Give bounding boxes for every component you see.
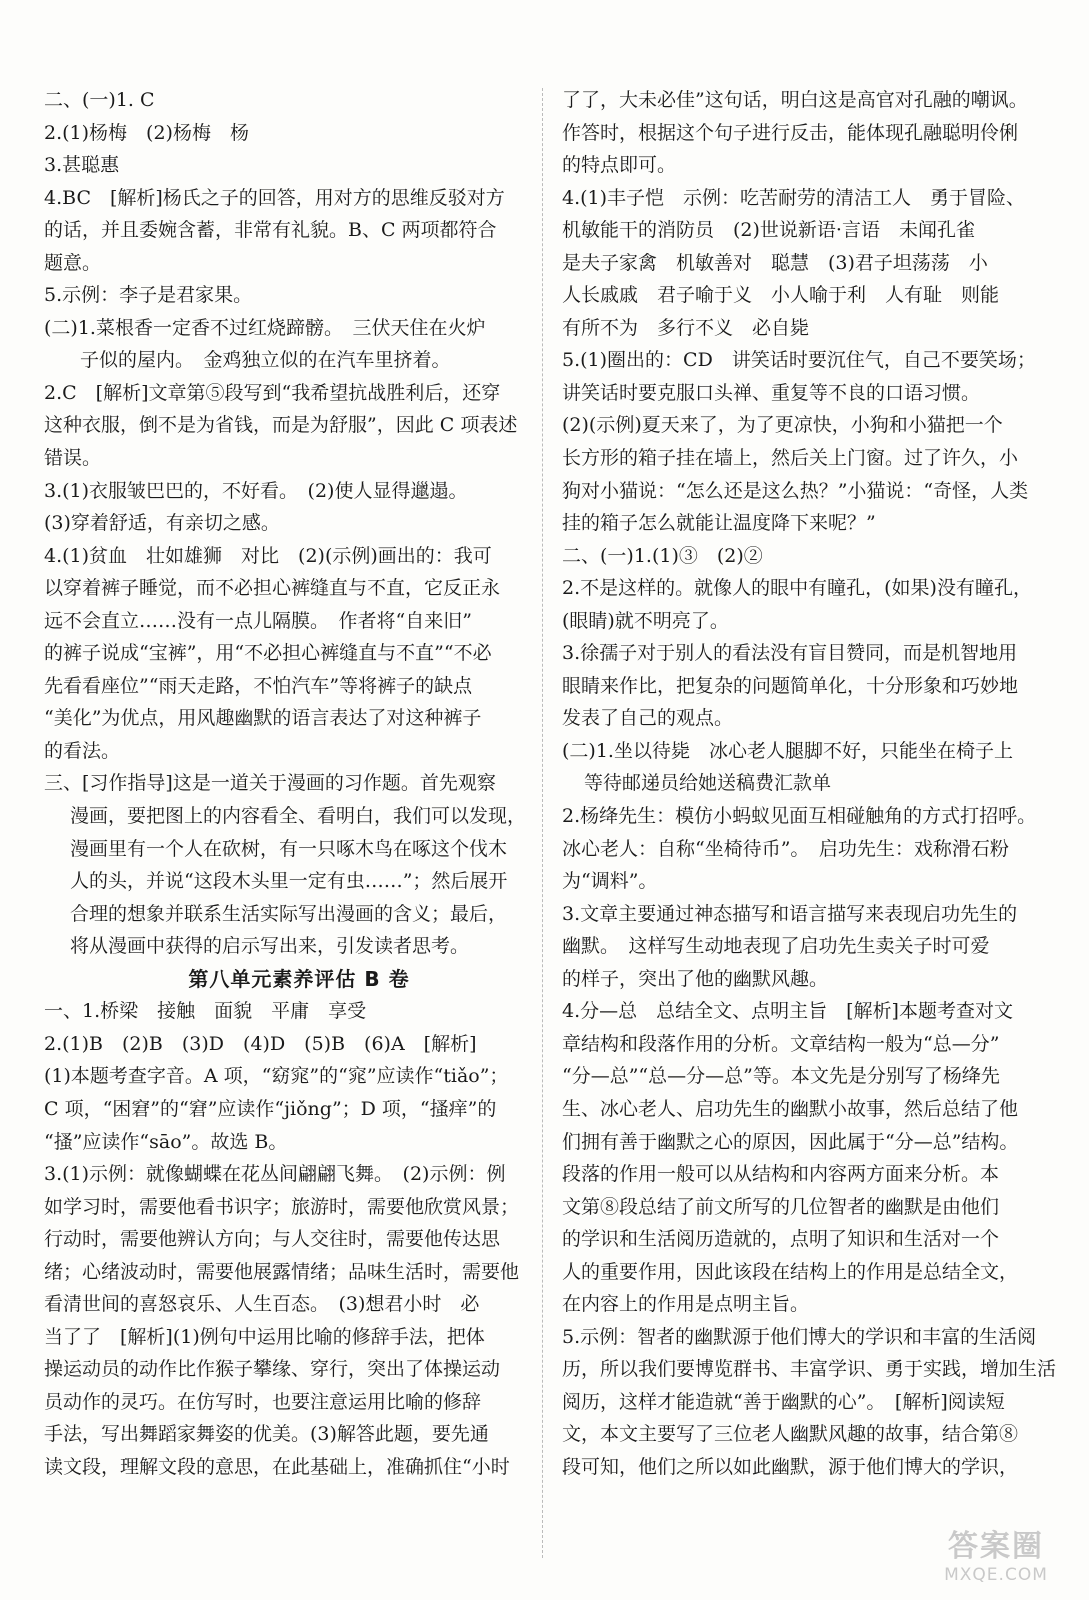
text-line: 将从漫画中获得的启示写出来，引发读者思考。	[70, 935, 470, 958]
text-line: 狗对小猫说：“怎么还是这么热？”小猫说：“奇怪，人类	[562, 479, 1029, 502]
text-line: 这种衣服，倒不是为省钱，而是为舒服”，因此 C 项表述	[44, 414, 518, 437]
text-line: (2)(示例)夏天来了，为了更凉快，小狗和小猫把一个	[562, 414, 1003, 437]
text-line: 看清世间的喜怒哀乐、人生百态。 (3)想君小时 必	[44, 1293, 480, 1316]
column-divider	[542, 88, 543, 1558]
section-title: 第八单元素养评估 B 卷	[188, 966, 410, 991]
text-line: 了了，大未必佳”这句话，明白这是高官对孔融的嘲讽。	[562, 89, 1028, 111]
text-line: 员动作的灵巧。在仿写时，也要注意运用比喻的修辞	[44, 1390, 482, 1413]
text-line: 章结构和段落作用的分析。文章结构一般为“总—分”	[562, 1032, 1000, 1055]
text-line: 2.(1)杨梅 (2)杨梅 杨	[44, 121, 249, 144]
left-column	[44, 84, 554, 1484]
text-line: 人的重要作用，因此该段在结构上的作用是总结全文，	[562, 1260, 1019, 1283]
text-line: 有所不为 多行不义 必自毙	[562, 316, 810, 339]
text-line: 的看法。	[44, 739, 121, 762]
text-line: 三、[习作指导]这是一道关于漫画的习作题。首先观察	[44, 772, 496, 795]
watermark-logo	[921, 1530, 1071, 1592]
text-line: 发表了自己的观点。	[562, 707, 734, 730]
text-line: 生、冰心老人、启功先生的幽默小故事，然后总结了他	[562, 1097, 1019, 1120]
text-line: 2.杨绛先生：模仿小蚂蚁见面互相碰触角的方式打招呼。	[562, 805, 1037, 828]
text-line: 文，本文主要写了三位老人幽默风趣的故事，结合第⑧	[562, 1423, 1019, 1446]
text-line: 历，所以我们要博览群书、丰富学识、勇于实践，增加生活	[562, 1358, 1057, 1381]
text-line: 合理的想象并联系生活实际写出漫画的含义；最后，	[70, 902, 508, 925]
text-line: 5.(1)圈出的：CD 讲笑话时要沉住气，自己不要笑场；	[562, 349, 1036, 372]
text-line: 2.(1)B (2)B (3)D (4)D (5)B (6)A [解析]	[44, 1032, 477, 1055]
text-line: 眼睛来作比，把复杂的问题简单化，十分形象和巧妙地	[562, 674, 1019, 697]
text-line: 幽默。 这样写生动地表现了启功先生卖关子时可爱	[562, 935, 990, 958]
text-line: 远不会直立……没有一点儿隔膜。 作者将“自来旧”	[44, 609, 472, 632]
text-line: 5.示例：李子是君家果。	[44, 284, 253, 307]
text-line: 挂的箱子怎么就能让温度降下来呢？”	[562, 512, 876, 535]
text-line: 的裤子说成“宝裤”，用“不必担心裤缝直与不直”“不必	[44, 642, 492, 665]
text-line: 二、(一)1. C	[44, 89, 155, 111]
text-line: 当了了 [解析](1)例句中运用比喻的修辞手法，把体	[44, 1325, 485, 1348]
text-line: (二)1.坐以待毙 冰心老人腿脚不好，只能坐在椅子上	[562, 739, 1013, 762]
text-line: 人长戚戚 君子喻于义 小人喻于利 人有耻 则能	[562, 284, 1000, 307]
text-line: 是夫子家禽 机敏善对 聪慧 (3)君子坦荡荡 小	[562, 251, 988, 274]
text-line: 3.(1)示例：就像蝴蝶在花丛间翩翩飞舞。 (2)示例：例	[44, 1163, 506, 1186]
text-line: 的样子，突出了他的幽默风趣。	[562, 967, 829, 990]
text-line: 题意。	[44, 251, 102, 274]
text-line: (二)1.菜根香一定香不过红烧蹄髈。 三伏天住在火炉	[44, 316, 486, 339]
text-line: “搔”应读作“sāo”。故选 B。	[44, 1130, 288, 1153]
text-line: 漫画，要把图上的内容看全、看明白，我们可以发现，	[70, 805, 527, 828]
text-line: 的特点即可。	[562, 154, 677, 177]
text-line: “美化”为优点，用风趣幽默的语言表达了对这种裤子	[44, 707, 482, 730]
text-line: 绪；心绪波动时，需要他展露情绪；品味生活时，需要他	[44, 1260, 520, 1283]
text-line: 子似的屋内。 金鸡独立似的在汽车里挤着。	[80, 349, 451, 372]
text-line: 冰心老人：自称“坐椅待币”。 启功先生：戏称滑石粉	[562, 837, 1009, 860]
text-line: 讲笑话时要克服口头禅、重复等不良的口语习惯。	[562, 381, 981, 404]
text-line: 5.示例：智者的幽默源于他们博大的学识和丰富的生活阅	[562, 1325, 1037, 1348]
text-line: 一、1.桥梁 接触 面貌 平庸 享受	[44, 1000, 367, 1023]
text-line: 的话，并且委婉含蓄，非常有礼貌。B、C 两项都符合	[44, 219, 497, 242]
text-line: 读文段，理解文段的意思，在此基础上，准确抓住“小时	[44, 1455, 510, 1478]
text-line: 机敏能干的消防员 (2)世说新语·言语 未闻孔雀	[562, 219, 975, 242]
text-line: 3.文章主要通过神态描写和语言描写来表现启功先生的	[562, 902, 1018, 925]
text-line: 操运动员的动作比作猴子攀缘、穿行，突出了体操运动	[44, 1358, 501, 1381]
text-line: 3.甚聪惠	[44, 154, 120, 177]
right-column	[562, 84, 1072, 1484]
text-line: 3.(1)衣服皱巴巴的，不好看。 (2)使人显得邋遢。	[44, 479, 468, 502]
text-line: 人的头，并说“这段木头里一定有虫……”；然后展开	[70, 870, 508, 893]
text-line: 4.(1)丰子恺 示例：吃苦耐劳的清洁工人 勇于冒险、	[562, 186, 1026, 209]
text-line: 二、(一)1.(1)③ (2)②	[562, 544, 763, 567]
text-line: 3.徐孺子对于别人的看法没有盲目赞同，而是机智地用	[562, 642, 1018, 665]
text-line: 等待邮递员给她送稿费汇款单	[584, 772, 832, 795]
text-line: 以穿着裤子睡觉，而不必担心裤缝直与不直，它反正永	[44, 577, 501, 600]
text-line: 文第⑧段总结了前文所写的几位智者的幽默是由他们	[562, 1195, 1000, 1218]
watermark-url: MXQE.COM	[944, 1565, 1048, 1585]
text-line: 阅历，这样才能造就“善于幽默的心”。 [解析]阅读短	[562, 1390, 1005, 1413]
text-line: (3)穿着舒适，有亲切之感。	[44, 512, 280, 535]
text-line: C 项，“困窘”的“窘”应读作“jiǒng”；D 项，“搔痒”的	[44, 1097, 497, 1120]
text-line: 错误。	[44, 447, 102, 470]
text-line: “分—总”“总—分—总”等。本文先是分别写了杨绛先	[562, 1065, 1000, 1088]
text-line: 漫画里有一个人在砍树，有一只啄木鸟在啄这个伐木	[70, 837, 508, 860]
text-line: 先看看座位”“雨天走路，不怕汽车”等将裤子的缺点	[44, 674, 473, 697]
text-line: 2.C [解析]文章第⑤段写到“我希望抗战胜利后，还穿	[44, 381, 501, 404]
text-line: 2.不是这样的。就像人的眼中有瞳孔，(如果)没有瞳孔，	[562, 577, 1032, 600]
text-line: 段落的作用一般可以从结构和内容两方面来分析。本	[562, 1163, 1000, 1186]
text-line: 4.BC [解析]杨氏之子的回答，用对方的思维反驳对方	[44, 186, 505, 209]
text-line: 手法，写出舞蹈家舞姿的优美。(3)解答此题，要先通	[44, 1423, 489, 1446]
text-line: 的学识和生活阅历造就的，点明了知识和生活对一个	[562, 1228, 1000, 1251]
text-line: (1)本题考查字音。A 项，“窈窕”的“窕”应读作“tiǎo”；	[44, 1065, 509, 1088]
text-line: 4.(1)贫血 壮如雄狮 对比 (2)(示例)画出的：我可	[44, 544, 492, 567]
text-line: 长方形的箱子挂在墙上，然后关上门窗。过了许久，小	[562, 447, 1019, 470]
text-line: 段可知，他们之所以如此幽默，源于他们博大的学识，	[562, 1455, 1019, 1478]
text-line: 在内容上的作用是点明主旨。	[562, 1293, 810, 1316]
text-line: 们拥有善于幽默之心的原因，因此属于“分—总”结构。	[562, 1130, 1019, 1153]
text-line: (眼睛)就不明亮了。	[562, 609, 729, 632]
watermark-title: 答案圈	[948, 1529, 1044, 1564]
text-line: 作答时，根据这个句子进行反击，能体现孔融聪明伶俐	[562, 121, 1019, 144]
text-line: 4.分—总 总结全文、点明主旨 [解析]本题考查对文	[562, 1000, 1013, 1023]
text-line: 如学习时，需要他看书识字；旅游时，需要他欣赏风景；	[44, 1195, 520, 1218]
text-line: 行动时，需要他辨认方向；与人交往时，需要他传达思	[44, 1228, 501, 1251]
text-line: 为“调料”。	[562, 870, 658, 893]
